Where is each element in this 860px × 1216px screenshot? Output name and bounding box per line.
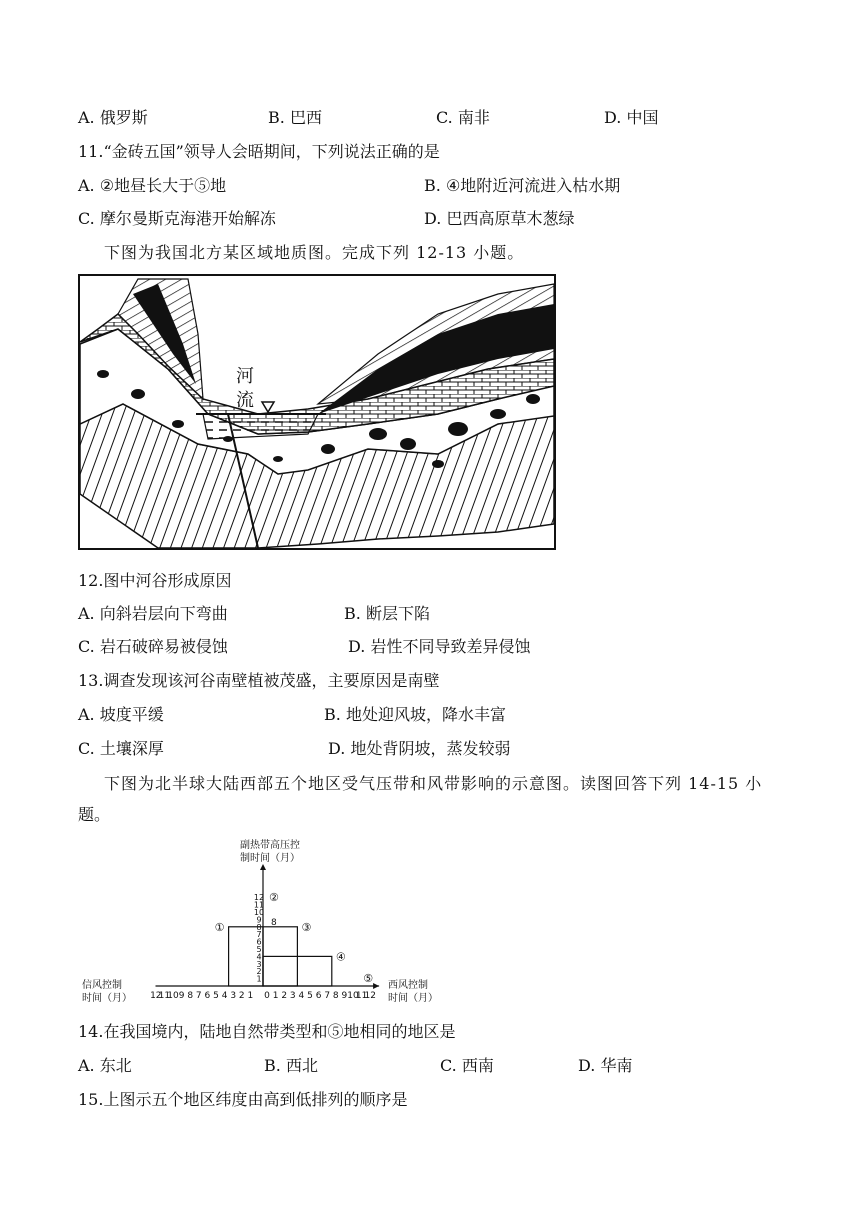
x-right-label-line1: 西风控制 [388,980,428,991]
q12-option-d: D. 岩性不同导致差异侵蚀 [348,637,531,656]
x-right-tick-label: 1 [272,991,279,1001]
x-left-tick-label: 8 [187,991,194,1001]
x-right-tick-label: 5 [307,991,313,1001]
x-left-label-line1: 信风控制 [82,980,122,991]
region-label-5: ⑤ [363,972,374,985]
q13-stem: 13.调查发现该河谷南壁植被茂盛，主要原因是南壁 [78,671,440,690]
x-left-tick-label: 7 [195,991,202,1001]
x-left-tick-label: 5 [213,991,219,1001]
x-right-tick-label: 2 [281,991,288,1001]
y-tick-label: 7 [256,930,262,940]
y-axis-label-line2: 制时间（月） [240,853,300,864]
q14-stem: 14.在我国境内，陆地自然带类型和⑤地相同的地区是 [78,1022,456,1041]
x-right-label-line2: 时间（月） [388,993,438,1004]
y-axis-arrow-up [260,864,266,870]
intro-14-15-line1: 下图为北半球大陆西部五个地区受气压带和风带影响的示意图。读图回答下列 14-15 小 [104,774,763,793]
intro-14-15-line2: 题。 [78,805,111,824]
region-label-1: ① [214,920,225,934]
q11-option-c: C. 摩尔曼斯克海港开始解冻 [78,209,276,228]
x-left-tick-label: 9 [178,991,185,1001]
geology-cross-section-figure [78,274,556,550]
x-left-tick-label: 6 [204,991,211,1001]
y-tick-label: 6 [256,937,262,947]
y-value-label-8: 8 [271,917,277,928]
x-right-tick-label: 3 [289,991,296,1001]
q10-option-b: B. 巴西 [268,108,322,127]
x-left-tick-label: 10 [167,991,179,1001]
x-right-tick-label: 8 [332,991,339,1001]
q11-option-b: B. ④地附近河流进入枯水期 [424,176,621,195]
region-label-3: ③ [301,920,312,934]
q13-option-d: D. 地处背阴坡，蒸发较弱 [328,739,511,758]
y-axis-label-line1: 副热带高压控 [240,840,300,851]
q12-stem: 12.图中河谷形成原因 [78,571,232,590]
q14-option-b: B. 西北 [264,1056,318,1075]
x-left-tick-label: 2 [238,991,245,1001]
x-left-tick-label: 12 [150,991,162,1001]
y-tick-label: 8 [256,922,262,932]
q13-option-b: B. 地处迎风坡，降水丰富 [324,705,506,724]
x-axis-arrow-right [373,983,379,989]
river-label-1: 河 [236,366,254,387]
x-right-tick-label: 9 [341,991,348,1001]
q13-option-c: C. 土壤深厚 [78,739,164,758]
q10-option-d: D. 中国 [604,108,659,127]
x-right-tick-label: 11 [355,991,368,1001]
y-tick-label: 4 [256,952,262,962]
q12-option-c: C. 岩石破碎易被侵蚀 [78,637,228,656]
x-left-tick-label: 11 [158,991,171,1001]
x-right-tick-label: 12 [364,991,376,1001]
y-tick-label: 10 [253,908,265,917]
q13-option-a: A. 坡度平缓 [78,705,164,724]
q10-option-c: C. 南非 [436,108,490,127]
q12-option-a: A. 向斜岩层向下弯曲 [78,604,228,623]
q10-option-a: A. 俄罗斯 [78,108,148,127]
q15-stem: 15.上图示五个地区纬度由高到低排列的顺序是 [78,1090,408,1109]
x-right-tick-label: 4 [298,991,305,1001]
y-tick-label: 2 [256,967,262,977]
y-tick-label: 12 [253,893,265,903]
intro-12-13: 下图为我国北方某区域地质图。完成下列 12-13 小题。 [104,243,525,262]
region-label-2: ② [269,891,279,905]
y-tick-label: 11 [253,900,265,910]
q11-option-d: D. 巴西高原草木葱绿 [424,209,575,228]
q14-option-a: A. 东北 [78,1056,132,1075]
q11-stem: 11.“金砖五国”领导人会晤期间，下列说法正确的是 [78,142,440,161]
q12-option-b: B. 断层下陷 [344,604,430,623]
x-left-label-line2: 时间（月） [82,993,132,1004]
x-center-tick-label: 0 [264,991,270,1001]
x-right-tick-label: 6 [315,991,322,1001]
river-label-2: 流 [236,390,254,411]
x-left-tick-label: 1 [247,991,254,1001]
y-tick-label: 5 [256,945,262,954]
y-tick-label: 3 [256,959,262,969]
x-right-tick-label: 7 [324,991,331,1001]
x-left-tick-label: 4 [221,991,228,1001]
x-right-tick-label: 10 [347,991,359,1001]
region-label-4: ④ [335,950,346,964]
pressure-wind-belt-chart [80,836,450,1008]
y-tick-label: 9 [256,915,262,925]
q14-option-c: C. 西南 [440,1056,494,1075]
x-left-tick-label: 3 [230,991,237,1001]
y-tick-label: 1 [256,974,262,984]
q11-option-a: A. ②地昼长大于⑤地 [78,176,227,195]
q14-option-d: D. 华南 [578,1056,633,1075]
